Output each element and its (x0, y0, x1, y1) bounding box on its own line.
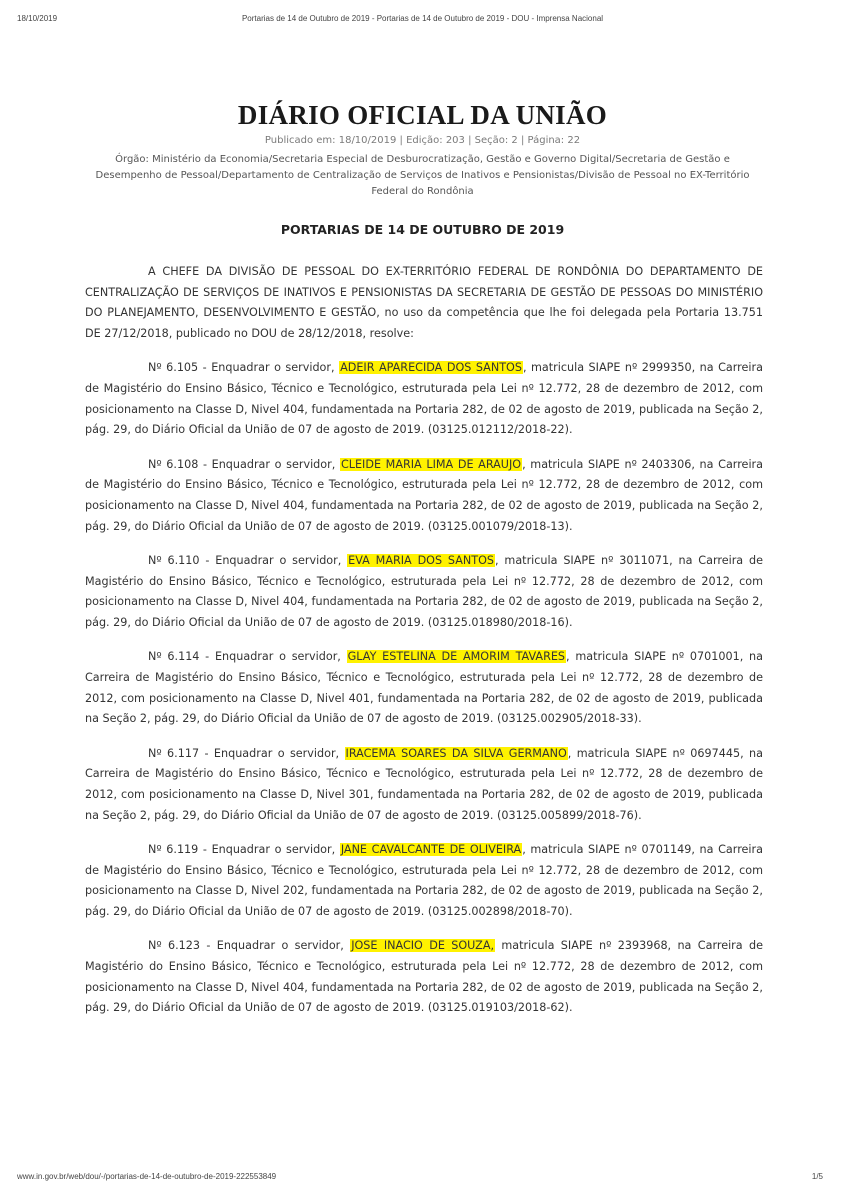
portaria-item (85, 358, 763, 441)
portaria-details: , matricula SIAPE nº 0701001, na Carreira de Magistério do Ensino Básico, Técnico e Tecnológico, estruturada pela Lei nº 12.772, 28 de dezembro de 2012, com posicionamento na Classe D, Nivel 401, fundamentada na Portaria 282, de 02 de agosto de 2019, publicada na Seção 2, pág. 29, do Diário Oficial da União de 07 de agosto de 2019. (03125.002905/2018-33). (85, 650, 763, 726)
preamble: A CHEFE DA DIVISÃO DE PESSOAL DO EX-TERRITÓRIO FEDERAL DE RONDÔNIA DO DEPARTAMENTO DE CENTRALIZAÇÃO DE SERVIÇOS DE INATIVOS E PENSIONISTAS DA SECRETARIA DE GESTÃO DE PESSOAS DO MINISTÉRIO DO PLANEJAMENTO, DESENVOLVIMENTO E GESTÃO, no uso da competência que lhe foi delegada pela Portaria 13.751 DE 27/12/2018, publicado no DOU de 28/12/2018, resolve: (85, 265, 763, 341)
highlighted-servant-name: EVA MARIA DOS SANTOS (348, 553, 495, 567)
portaria-prefix: Nº 6.110 - Enquadrar o servidor, (148, 553, 348, 567)
highlighted-servant-name: JOSE INACIO DE SOUZA, (351, 939, 495, 953)
highlighted-servant-name: IRACEMA SOARES DA SILVA GERMANO (345, 746, 567, 760)
portaria-item (85, 455, 763, 538)
portaria-item (85, 840, 763, 923)
page-url: www.in.gov.br/web/dou/-/portarias-de-14-de-outubro-de-2019-222553849 (17, 1172, 277, 1181)
portaria-prefix: Nº 6.117 - Enquadrar o servidor, (148, 746, 345, 760)
document-title: PORTARIAS DE 14 DE OUTUBRO DE 2019 (280, 222, 565, 237)
print-page-title: Portarias de 14 de Outubro de 2019 - Portarias de 14 de Outubro de 2019 - DOU - Imprensa Nacional (241, 14, 604, 23)
portaria-item (85, 551, 763, 634)
orgao: Órgão: Ministério da Economia/Secretaria Especial de Desburocratização, Gestão e Governo Digital/Secretaria de Gestão e Desempenho de Pessoal/Departamento de Centralização de Serviços de Inativos e Pensionistas/Divisão de Pessoal no EX-Território Federal do Rondônia (95, 154, 750, 197)
highlighted-servant-name: GLAY ESTELINA DE AMORIM TAVARES (347, 650, 566, 664)
portaria-prefix: Nº 6.123 - Enquadrar o servidor, (148, 939, 351, 953)
portaria-details: matricula SIAPE nº 2393968, na Carreira de Magistério do Ensino Básico, Técnico e Tecnológico, estruturada pela Lei nº 12.772, 28 de dezembro de 2012, com posicionamento na Classe D, Nivel 404, fundamentada na Portaria 282, de 02 de agosto de 2019, publicada na Seção 2, pág. 29, do Diário Oficial da União de 07 de agosto de 2019. (03125.019103/2018-62). (85, 939, 763, 1015)
highlighted-servant-name: CLEIDE MARIA LIMA DE ARAUJO (340, 457, 522, 471)
print-header (0, 12, 845, 26)
print-date: 18/10/2019 (17, 14, 58, 23)
portaria-details: , matricula SIAPE nº 0697445, na Carreira de Magistério do Ensino Básico, Técnico e Tecnológico, estruturada pela Lei nº 12.772, 28 de dezembro de 2012, com posicionamento na Classe D, Nivel 301, fundamentada na Portaria 282, de 02 de agosto de 2019, publicada na Seção 2, pág. 29, do Diário Oficial da União de 07 de agosto de 2019. (03125.005899/2018-76). (85, 746, 763, 822)
highlighted-servant-name: ADEIR APARECIDA DOS SANTOS (340, 361, 522, 375)
portaria-item (85, 744, 763, 827)
portaria-prefix: Nº 6.114 - Enquadrar o servidor, (148, 650, 347, 664)
portaria-prefix: Nº 6.119 - Enquadrar o servidor, (148, 842, 340, 856)
portaria-prefix: Nº 6.108 - Enquadrar o servidor, (148, 457, 340, 471)
masthead: DIÁRIO OFICIAL DA UNIÃO (237, 100, 608, 130)
portaria-prefix: Nº 6.105 - Enquadrar o servidor, (148, 361, 340, 375)
print-footer (0, 1170, 845, 1184)
highlighted-servant-name: JANE CAVALCANTE DE OLIVEIRA (340, 842, 522, 856)
portaria-item (85, 647, 763, 730)
portaria-details: , matricula SIAPE nº 0701149, na Carreira de Magistério do Ensino Básico, Técnico e Tecnológico, estruturada pela Lei nº 12.772, 28 de dezembro de 2012, com posicionamento na Classe D, Nivel 202, fundamentada na Portaria 282, de 02 de agosto de 2019, publicada na Seção 2, pág. 29, do Diário Oficial da União de 07 de agosto de 2019. (03125.002898/2018-70). (85, 842, 763, 918)
page-number: 1/5 (811, 1172, 823, 1181)
portaria-details: , matricula SIAPE nº 2999350, na Carreira de Magistério do Ensino Básico, Técnico e Tecnológico, estruturada pela Lei nº 12.772, 28 de dezembro de 2012, com posicionamento na Classe D, Nivel 404, fundamentada na Portaria 282, de 02 de agosto de 2019, publicada na Seção 2, pág. 29, do Diário Oficial da União de 07 de agosto de 2019. (03125.012112/2018-22). (85, 361, 763, 437)
portaria-details: , matricula SIAPE nº 3011071, na Carreira de Magistério do Ensino Básico, Técnico e Tecnológico, estruturada pela Lei nº 12.772, 28 de dezembro de 2012, com posicionamento na Classe D, Nivel 404, fundamentada na Portaria 282, de 02 de agosto de 2019, publicada na Seção 2, pág. 29, do Diário Oficial da União de 07 de agosto de 2019. (03125.018980/2018-16). (85, 553, 763, 630)
portaria-item (85, 936, 763, 1019)
publication-info: Publicado em: 18/10/2019 | Edição: 203 | Seção: 2 | Página: 22 (264, 135, 581, 146)
portaria-details: , matricula SIAPE nº 2403306, na Carreira de Magistério do Ensino Básico, Técnico e Tecnológico, estruturada pela Lei nº 12.772, 28 de dezembro de 2012, com posicionamento na Classe D, Nivel 404, fundamentada na Portaria 282, de 02 de agosto de 2019, publicada na Seção 2, pág. 29, do Diário Oficial da União de 07 de agosto de 2019. (03125.001079/2018-13). (85, 457, 764, 533)
document-body (85, 262, 763, 1033)
